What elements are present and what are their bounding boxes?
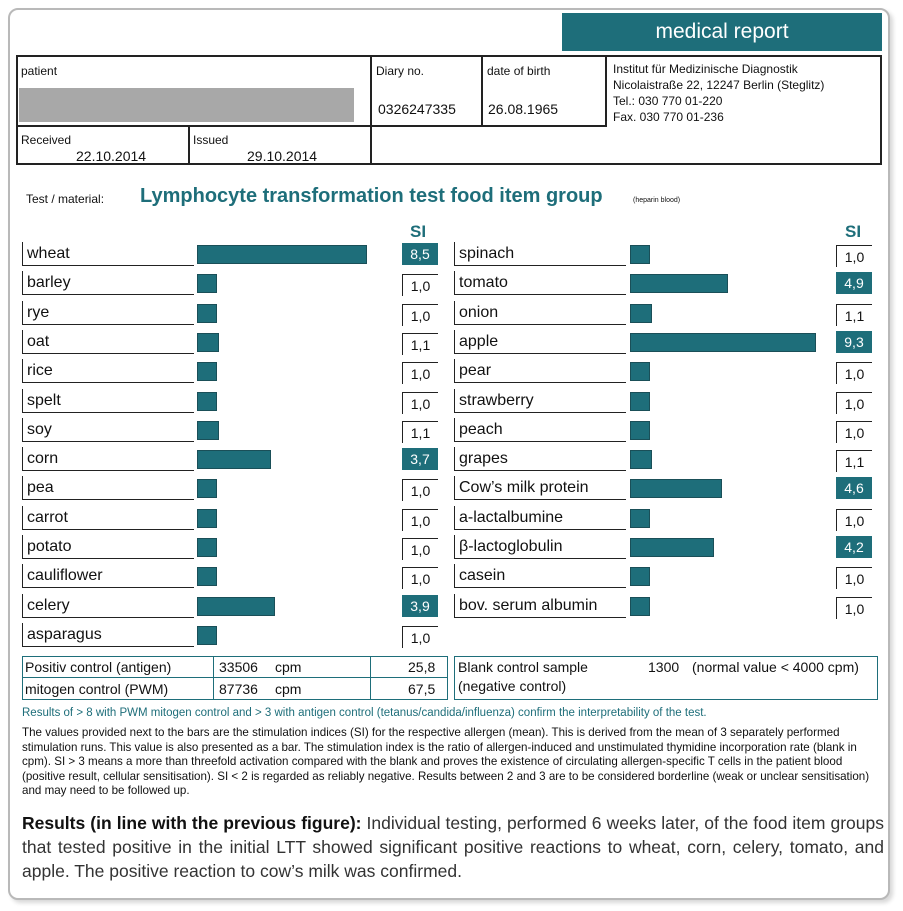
si-value: 1,0 (836, 567, 872, 589)
si-bar (197, 538, 217, 557)
blank-control-note: (negative control) (458, 678, 567, 694)
allergen-label: soy (22, 418, 194, 442)
header-divider (188, 125, 190, 165)
si-bar (630, 538, 714, 557)
allergen-label: bov. serum albumin (454, 594, 626, 618)
results-text: Individual testing, performed 6 weeks later, of the food item groups that tested positive in the initial LTT showed significant positive reactions to wheat, corn, celery, tomato, and apple. The positive reaction to cow’s milk was confirmed. (22, 813, 884, 881)
si-bar (197, 509, 217, 528)
si-bar (630, 245, 650, 264)
allergen-label: pea (22, 476, 194, 500)
institute-line: Fax. 030 770 01-236 (613, 110, 724, 124)
allergen-label: wheat (22, 242, 194, 266)
si-value: 1,1 (402, 333, 438, 355)
si-value: 1,0 (402, 626, 438, 648)
allergen-label: Cow’s milk protein (454, 476, 626, 500)
received-label: Received (21, 133, 72, 147)
allergen-label: strawberry (454, 389, 626, 413)
si-bar (197, 304, 217, 323)
si-bar (197, 479, 217, 498)
institute-line: Tel.: 030 770 01-220 (613, 94, 723, 108)
allergen-label: corn (22, 447, 194, 471)
si-value: 1,0 (836, 597, 872, 619)
si-value: 1,0 (402, 509, 438, 531)
mitogen-control-unit: cpm (275, 681, 302, 697)
allergen-label: rye (22, 301, 194, 325)
allergen-label: casein (454, 564, 626, 588)
institute-line: Institut für Medizinische Diagnostik (613, 62, 798, 76)
dob-label: date of birth (487, 64, 551, 78)
issued-label: Issued (193, 133, 229, 147)
si-bar (630, 479, 722, 498)
si-bar (630, 597, 650, 616)
header-divider (16, 125, 372, 127)
allergen-label: a-lactalbumine (454, 506, 626, 530)
si-value: 4,2 (836, 536, 872, 558)
dob-value: 26.08.1965 (488, 101, 559, 117)
si-value: 1,0 (836, 245, 872, 267)
allergen-label: carrot (22, 506, 194, 530)
header-divider (370, 125, 606, 127)
interpretability-note: Results of > 8 with PWM mitogen control and > 3 with antigen control (tetanus/candida/influenza) confirm the interpretability of the test. (22, 707, 707, 719)
si-bar (197, 362, 217, 381)
positive-control-unit: cpm (275, 659, 302, 675)
si-bar (630, 274, 728, 293)
allergen-label: pear (454, 359, 626, 383)
si-bar (630, 333, 816, 352)
allergen-label: asparagus (22, 623, 194, 647)
si-value: 8,5 (402, 243, 438, 265)
header-divider (481, 55, 483, 127)
material-note: (heparin blood) (633, 197, 681, 204)
si-value: 1,0 (836, 421, 872, 443)
si-value: 1,0 (402, 567, 438, 589)
institute-address (613, 61, 824, 125)
results-paragraph (22, 811, 884, 883)
allergen-label: barley (22, 271, 194, 295)
allergen-label: β-lactoglobulin (454, 535, 626, 559)
test-title: Lymphocyte transformation test food item group (140, 185, 603, 207)
patient-name-redacted (19, 88, 354, 122)
si-bar (630, 567, 650, 586)
si-bar (197, 597, 275, 616)
si-bar (197, 333, 219, 352)
positive-control-label: Positiv control (antigen) (25, 659, 172, 675)
blank-control-label: Blank control sample (458, 659, 588, 675)
si-bar (630, 392, 650, 411)
si-value: 1,0 (402, 304, 438, 326)
si-bar (197, 626, 217, 645)
si-header-left: SI (410, 222, 427, 241)
allergen-label: spinach (454, 242, 626, 266)
si-value: 1,0 (402, 479, 438, 501)
received-value: 22.10.2014 (76, 148, 147, 164)
patient-label: patient (21, 64, 58, 78)
si-value: 1,0 (836, 362, 872, 384)
positive-control-cpm: 33506 (219, 659, 258, 675)
si-value: 1,0 (402, 274, 438, 296)
allergen-label: spelt (22, 389, 194, 413)
blank-normal-value: (normal value < 4000 cpm) (692, 659, 859, 675)
si-value: 3,9 (402, 595, 438, 617)
issued-value: 29.10.2014 (247, 148, 318, 164)
control-divider (22, 677, 448, 678)
control-divider (370, 656, 371, 700)
si-bar (197, 421, 219, 440)
si-bar (197, 392, 217, 411)
mitogen-control-cpm: 87736 (219, 681, 258, 697)
si-bar (630, 450, 652, 469)
allergen-label: grapes (454, 447, 626, 471)
si-value: 4,9 (836, 272, 872, 294)
header-divider (370, 55, 372, 165)
si-explanation: The values provided next to the bars are the stimulation indices (SI) for the respective allergen (mean). This is derived from the mean of 3 separately performed stimulation runs. This value is also presented as a bar. The stimulation index is the ratio of allergen-induced and unstimulated thymidine incorporation rate (blank in cpm). SI > 3 means a more than threefold activation compared with the blank and proves the existence of circulating allergen-specific T cells in the patient blood (positive result, cellular sensitisation). SI < 2 is regarded as reliably negative. Results between 2 and 3 are to be considered borderline (weak or unclear sensitisation) and may need to be followed up. (22, 726, 870, 797)
control-divider (213, 656, 214, 700)
institute-line: Nicolaistraße 22, 12247 Berlin (Steglitz) (613, 78, 825, 92)
si-bar (630, 509, 650, 528)
si-bar (197, 274, 217, 293)
allergen-label: celery (22, 594, 194, 618)
allergen-label: oat (22, 330, 194, 354)
si-bar (197, 450, 271, 469)
blank-control-value: 1300 (648, 659, 680, 675)
allergen-label: onion (454, 301, 626, 325)
mitogen-control-label: mitogen control (PWM) (25, 681, 169, 697)
si-value: 1,0 (402, 538, 438, 560)
si-value: 9,3 (836, 331, 872, 353)
mitogen-control-si: 67,5 (408, 681, 436, 697)
si-value: 1,0 (402, 362, 438, 384)
si-value: 1,1 (836, 304, 872, 326)
si-bar (197, 245, 367, 264)
header-divider (605, 55, 607, 127)
si-value: 1,0 (402, 392, 438, 414)
si-value: 1,0 (836, 509, 872, 531)
si-value: 3,7 (402, 448, 438, 470)
allergen-label: peach (454, 418, 626, 442)
results-heading: Results (in line with the previous figure): (22, 813, 362, 833)
allergen-label: potato (22, 535, 194, 559)
test-material-label: Test / material: (26, 192, 105, 206)
si-value: 1,1 (836, 450, 872, 472)
allergen-label: rice (22, 359, 194, 383)
si-bar (630, 362, 650, 381)
allergen-label: tomato (454, 271, 626, 295)
si-header-right: SI (845, 222, 862, 241)
si-value: 1,0 (836, 392, 872, 414)
si-value: 1,1 (402, 421, 438, 443)
allergen-label: apple (454, 330, 626, 354)
si-value: 4,6 (836, 477, 872, 499)
allergen-label: cauliflower (22, 564, 194, 588)
diary-value: 0326247335 (378, 101, 456, 117)
si-bar (630, 304, 652, 323)
si-bar (197, 567, 217, 586)
positive-control-si: 25,8 (408, 659, 436, 675)
report-title: medical report (562, 13, 882, 51)
si-bar (630, 421, 650, 440)
diary-label: Diary no. (376, 64, 425, 78)
